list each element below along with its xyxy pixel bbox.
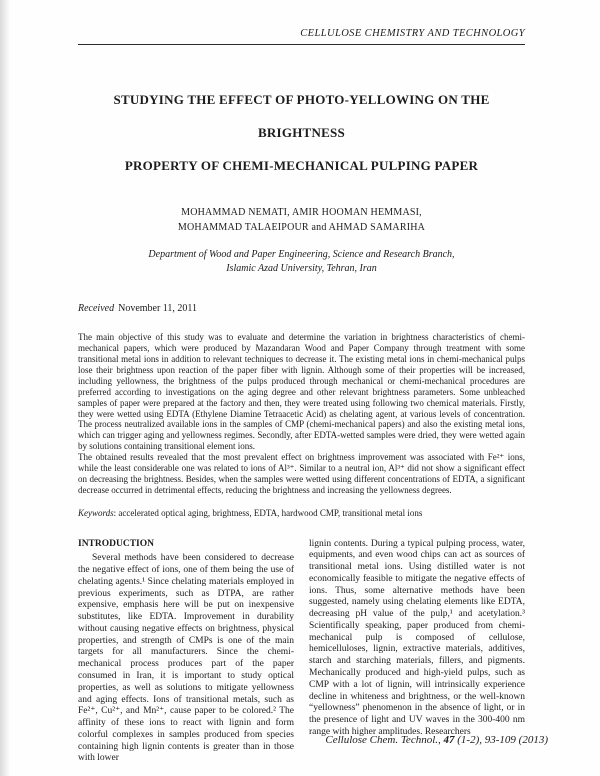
two-column-body xyxy=(78,539,525,766)
paper-title xyxy=(78,83,525,182)
keywords-text: : accelerated optical aging, brightness, EDTA, hardwood CMP, transitional metal ions xyxy=(113,507,423,518)
page-left-edge-shadow xyxy=(0,0,10,776)
footer-issue-pages: (1-2), 93-109 (2013) xyxy=(454,734,548,746)
affiliation-line-1: Department of Wood and Paper Engineering, Science and Research Branch, xyxy=(148,249,455,261)
authors-line-1: MOHAMMAD NEMATI, AMIR HOOMAN HEMMASI, xyxy=(181,207,422,219)
abstract-paragraph-2: The obtained results revealed that the most prevalent effect on brightness improvement was associated with Fe²⁺ ions, while the least considerable one was related to ions of Al³⁺. Similar to a neutral ion, Al³⁺ did not show a significant effect on decreasing the brightness. Besides, when the samples were wetted using different concentrations of EDTA, a significant decrease occurred in detrimental effects, reducing the brightness and increasing the yellowness degrees. xyxy=(78,452,525,495)
paper-body xyxy=(78,83,525,765)
authors xyxy=(78,206,525,235)
header-rule xyxy=(78,44,525,45)
footer-journal-abbrev: Cellulose Chem. Technol., xyxy=(325,734,444,746)
page-header xyxy=(78,28,525,45)
left-column-text: Several methods have been considered to decrease the negative effect of ions, one of them being the use of chelating agents.¹ Since chelating materials employed in previous experiments, such as DTPA, are rather expensive, emphasis here will be put on inexpensive substitutes, like EDTA. Improvement in durability without causing negative effects on brightness, physical properties, and strength of CMPs is one of the main targets for all manufacturers. Since the chemi-mechanical process produces part of the paper consumed in Iran, it is important to study optical properties, as well as solutions to mitigate yellowness and aging effects. Ions of transitional metals, such as Fe²⁺, Cu²⁺, and Mn²⁺, cause paper to be colored.² The affinity of these ions to react with lignin and form colorful complexes in samples produced from species containing high lignin contents is greater than in those with lower xyxy=(78,553,294,764)
right-column-text: lignin contents. During a typical pulping process, water, equipments, and even wood chips can act as sources of transitional metal ions. Using distilled water is not economically feasible to mitigate the negative effects of ions. Thus, some alternative methods have been suggested, namely using chelating elements like EDTA, decreasing pH value of the pulp,¹ and acetylation.³ Scientifically speaking, paper produced from chemi-mechanical pulp is composed of cellulose, hemicelluloses, lignin, extractive materials, additives, starch and starching materials, fillers, and pigments. Mechanically produced and high-yield pulps, such as CMP with a lot of lignin, will intrinsically experience decline in whiteness and brightness, or the well-known “yellowness” phenomenon in the absence of light, or in the presence of light and UV waves in the 300-400 nm range with higher amplitudes. Researchers xyxy=(309,538,525,737)
abstract xyxy=(78,332,525,495)
right-column xyxy=(309,539,525,766)
footer-volume-number: 47 xyxy=(443,734,455,746)
title-line-2: PROPERTY OF CHEMI-MECHANICAL PULPING PAPER xyxy=(124,158,479,174)
keywords-line xyxy=(78,508,525,518)
received-date: November 11, 2011 xyxy=(118,303,198,315)
received-label: Received xyxy=(78,303,115,315)
journal-name: CELLULOSE CHEMISTRY AND TECHNOLOGY xyxy=(300,28,525,39)
section-heading-introduction: INTRODUCTION xyxy=(78,538,155,549)
left-column xyxy=(78,539,294,766)
title-line-1: STUDYING THE EFFECT OF PHOTO-YELLOWING ON THE BRIGHTNESS xyxy=(113,92,490,141)
authors-line-2: MOHAMMAD TALAEIPOUR and AHMAD SAMARIHA xyxy=(177,221,426,233)
abstract-paragraph-1: The main objective of this study was to evaluate and determine the variation in brightness characteristics of chemi-mechanical papers, which were produced by Mazandaran Wood and Paper Company through treatment with some transitional metal ions in addition to relevant techniques to decrease it. The existing metal ions in chemi-mechanical pulps lose their brightness upon reaction of the paper fiber with lignin. Although some of their properties will be increased, including yellowness, the brightness of the pulps produced through mechanical or chemi-mechanical procedures are preferred according to investigations on the aging degree and other relevant brightness parameters. Some unbleached samples of paper were prepared at the factory and then, they were treated using following two chemical materials. Firstly, they were wetted using EDTA (Ethylene Diamine Tetraacetic Acid) as chelating agent, at various levels of concentration. The process neutralized available ions in the samples of CMP (chemi-mechanical papers) and also the existing metal ions, which can trigger aging and yellowness regimes. Secondly, after EDTA-wetted samples were dried, they were wetted again by solutions containing transitional element ions. xyxy=(78,332,525,452)
affiliation-line-2: Islamic Azad University, Tehran, Iran xyxy=(226,263,377,275)
received-line xyxy=(78,303,525,314)
page-footer-citation xyxy=(325,734,548,746)
affiliation xyxy=(78,248,525,276)
keywords-label: Keywords xyxy=(78,507,114,518)
